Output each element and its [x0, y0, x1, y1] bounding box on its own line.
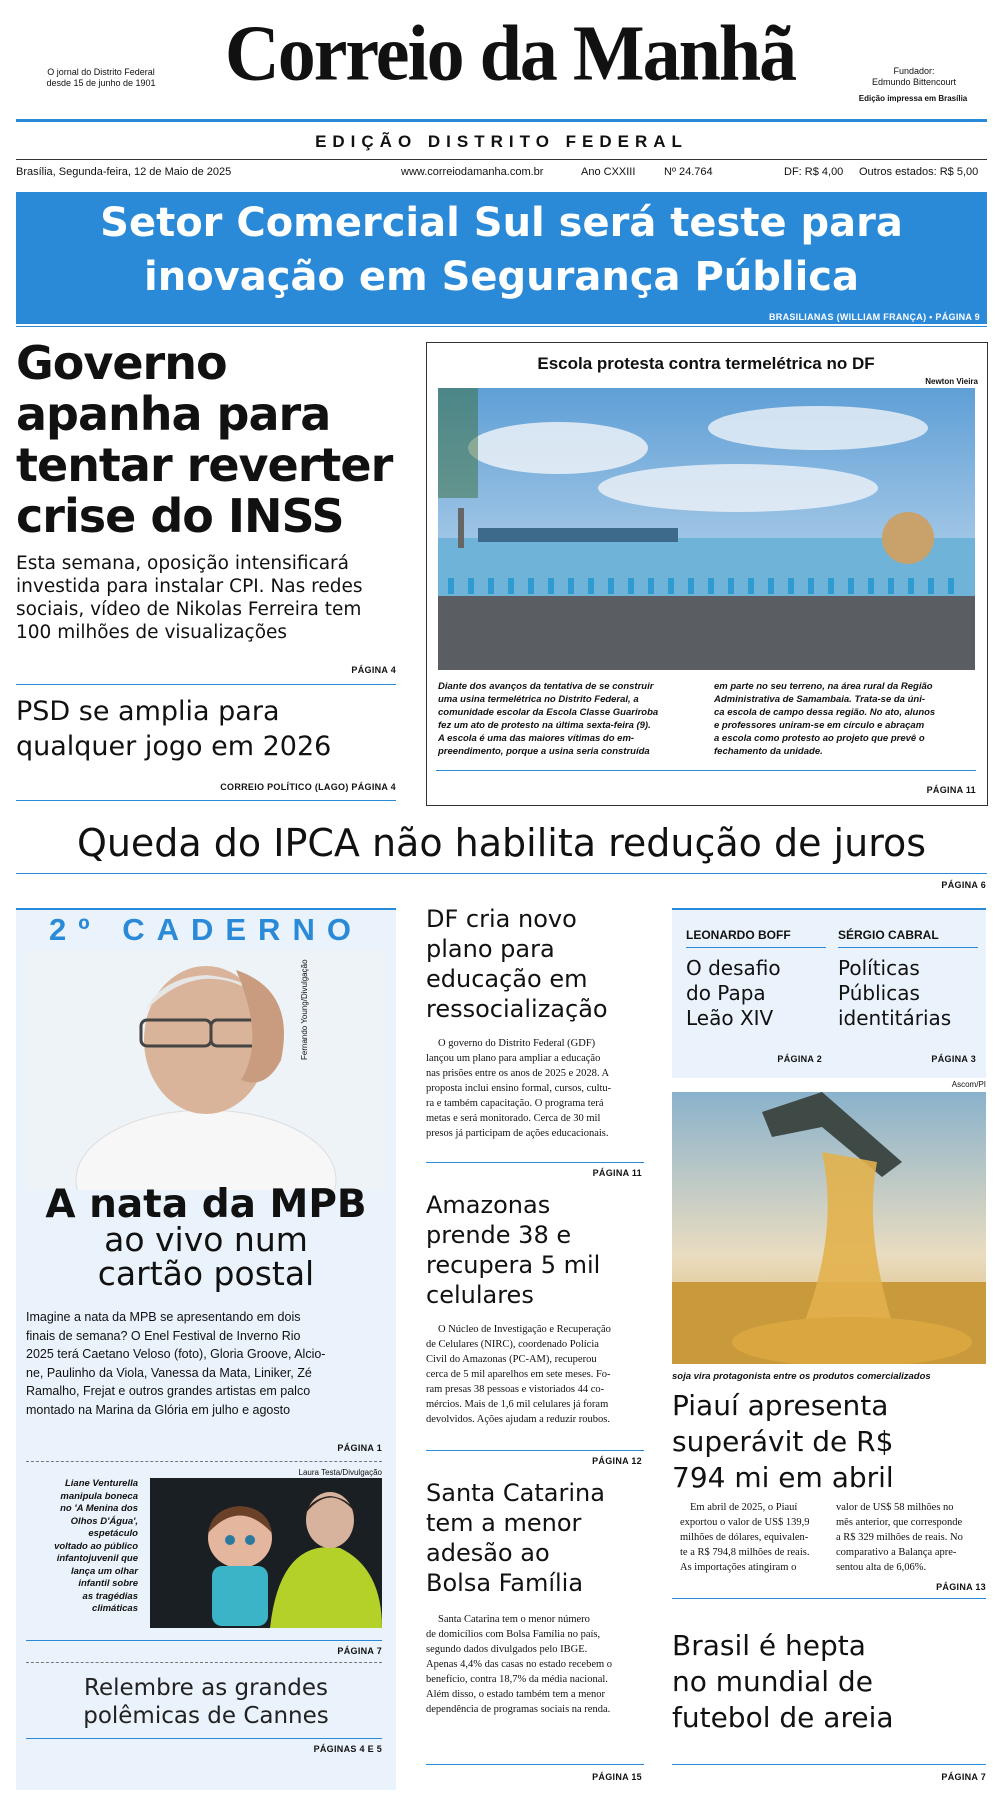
lead-rule [16, 684, 396, 685]
caderno-headline-3: cartão postal [97, 1254, 315, 1293]
columnist-boff-page: PÁGINA 2 [777, 1054, 822, 1064]
banner-block[interactable] [16, 192, 987, 324]
year-label: Ano CXXIII [581, 166, 636, 178]
soy-credit: Ascom/PI [951, 1080, 986, 1089]
edition-label: EDIÇÃO DISTRITO FEDERAL [315, 132, 688, 151]
liane-page: PÁGINA 7 [337, 1646, 382, 1656]
piaui-body-left: Em abril de 2025, o Piauí exportou o valor de US$ 139,9 milhões de dólares, equivalen- te a R$ 794,8 milhões de reais. As importações atingiram o [680, 1502, 810, 1573]
masthead-left-note: O jornal do Distrito Federal desde 15 de junho de 1901 [46, 67, 156, 88]
caderno-rule [16, 908, 396, 910]
caderno-body: Imagine a nata da MPB se apresentando em dois finais de semana? O Enel Festival de Inverno Rio 2025 terá Caetano Veloso (foto), Gloria Groove, Alcio- ne, Paulinho da Viola, Vanessa da Mata, Liniker, Zé Ramalho, Frejat e outros grandes artistas em palco montado na Marina da Glória em julho e agosto [26, 1310, 326, 1417]
caderno-headline-2: ao vivo num [104, 1220, 308, 1259]
santa-catarina-page: PÁGINA 15 [592, 1772, 642, 1782]
amazonas-page: PÁGINA 12 [592, 1456, 642, 1466]
df-education-rule [426, 1162, 644, 1163]
cannes-page: PÁGINAS 4 E 5 [313, 1744, 382, 1754]
santa-catarina-rule [426, 1764, 644, 1765]
amazonas-body: O Núcleo de Investigação e Recuperação de Celulares (NIRC), coordenado Polícia Civil do Amazonas (PC-AM), recuperou cerca de 5 mil aparelhos em sete meses. Fo- ram presas 38 pessoas e vistoriados 44 co- mércios. Mais de 1,6 mil celulares já foram devolvidos. Ações ajudam a reduzir roubos. [426, 1324, 611, 1425]
photo-story-rule [436, 770, 976, 771]
banner-rule [16, 326, 987, 327]
founder-note: Fundador: Edmundo Bittencourt [871, 66, 957, 87]
caderno-label[interactable]: 2º CADERNO [49, 912, 363, 947]
photo-caption-right: em parte no seu terreno, na área rural da Região Administrativa de Samambaia. Trata-se da úni- ca escola de campo dessa região. No ato, alunos e professores uniram-se em círculo e abraçam a escola como protesto ao projeto que prevê o fechamento da unidade. [714, 681, 936, 757]
amazonas-headline[interactable]: Amazonas prende 38 e recupera 5 mil celulares [426, 1191, 601, 1309]
lead-headline[interactable]: Governo apanha para tentar reverter crise do INSS [16, 336, 393, 543]
print-note: Edição impressa em Brasília [858, 94, 968, 103]
brasil-page: PÁGINA 7 [941, 1772, 986, 1782]
piaui-body-right: valor de US$ 58 milhões no mês anterior, que corresponde a R$ 329 milhões de reais. No comparativo a Balança apre- sentou alta de 6,06%. [836, 1502, 963, 1573]
caderno-dash [26, 1461, 382, 1462]
piaui-rule [672, 1598, 986, 1599]
caetano-credit: Fernando Young/Divulgação [300, 959, 309, 1060]
ipca-page: PÁGINA 6 [941, 880, 986, 890]
liane-rule [26, 1640, 382, 1641]
psd-page: CORREIO POLÍTICO (LAGO) PÁGINA 4 [220, 782, 396, 792]
photo-caption-left: Diante dos avanços da tentativa de se construir uma usina termelétrica no Distrito Federal, a comunidade escolar da Escola Classe Guariroba fez um ato de protesto na última sexta-feira (9). A escola é uma das maiores vítimas do em- preendimento, porque a usina seria construída [438, 681, 659, 757]
cannes-headline[interactable]: Relembre as grandes polêmicas de Cannes [83, 1675, 329, 1729]
website-link[interactable]: www.correiodamanha.com.br [401, 166, 544, 178]
brasil-headline[interactable]: Brasil é hepta no mundial de futebol de areia [672, 1629, 894, 1734]
df-education-page: PÁGINA 11 [592, 1168, 642, 1178]
caetano-photo[interactable] [26, 950, 386, 1190]
psd-rule [16, 800, 396, 801]
brasil-rule [672, 1764, 986, 1765]
columnist-cabral-name: SÉRGIO CABRAL [838, 928, 939, 942]
psd-headline[interactable]: PSD se amplia para qualquer jogo em 2026 [16, 696, 332, 762]
photo-story-page: PÁGINA 11 [926, 785, 976, 795]
piaui-headline[interactable]: Piauí apresenta superávit de R$ 794 mi em abril [672, 1389, 894, 1494]
liane-credit: Laura Testa/Divulgação [298, 1468, 382, 1477]
ipca-rule [16, 873, 987, 874]
banner-headline: Setor Comercial Sul será teste para inovação em Segurança Pública [100, 200, 903, 300]
santa-catarina-body: Santa Catarina tem o menor número de domicílios com Bolsa Família no país, segundo dados divulgados pelo IBGE. Apenas 4,4% das casas no estado recebem o benefício, contra 18,7% da média nacional. Além disso, o estado também tem a menor dependência de programas sociais na renda. [426, 1614, 613, 1715]
soy-caption: soja vira protagonista entre os produtos comercializados [672, 1371, 931, 1382]
lead-deck: Esta semana, oposição intensificará investida para instalar CPI. Nas redes sociais, vídeo de Nikolas Ferreira tem 100 milhões de visualizações [16, 553, 363, 643]
edition-rule [16, 159, 987, 160]
dateline [16, 166, 987, 180]
caderno-page: PÁGINA 1 [337, 1443, 382, 1453]
masthead-rule [16, 119, 987, 122]
ipca-headline[interactable]: Queda do IPCA não habilita redução de juros [76, 821, 927, 865]
school-photo[interactable] [438, 388, 975, 670]
banner-section: BRASILIANAS (WILLIAM FRANÇA) • PÁGINA 9 [768, 312, 980, 322]
columnist-cabral-title: Políticas Públicas identitárias [838, 956, 952, 1030]
price-other: Outros estados: R$ 5,00 [859, 166, 979, 178]
columnist-boff-title: O desafio do Papa Leão XIV [686, 956, 781, 1030]
df-education-body: O governo do Distrito Federal (GDF) lançou um plano para ampliar a educação nas prisões entre os anos de 2025 e 2028. A proposta inclui ensino formal, cursos, cultu- ra e também capacitação. O programa terá metas e será monitorado. Cerca de 30 mil presos já participam de ações educacionais. [426, 1038, 612, 1139]
liane-caption: Liane Venturella manipula boneca no 'A Menina dos Olhos D'Água', espetáculo voltado ao público infantojuvenil que lança um olhar infantil sobre as tragédias climáticas [54, 1478, 138, 1614]
cannes-rule [26, 1738, 382, 1739]
soy-harvest-photo[interactable] [672, 1092, 986, 1364]
columnist-boff-name: LEONARDO BOFF [686, 928, 791, 942]
lead-page: PÁGINA 4 [351, 665, 396, 675]
photo-credit: Newton Vieira [925, 377, 978, 386]
photo-story-title[interactable]: Escola protesta contra termelétrica no DF [537, 354, 875, 373]
liane-dash [26, 1662, 382, 1663]
price-df: DF: R$ 4,00 [784, 166, 844, 178]
liane-photo[interactable] [150, 1478, 382, 1628]
amazonas-rule [426, 1450, 644, 1451]
caderno-headline-1[interactable]: A nata da MPB [45, 1182, 367, 1227]
columnists-rule [672, 908, 986, 910]
columnist-boff[interactable] [686, 928, 826, 1031]
columnist-cabral[interactable] [838, 928, 978, 1031]
df-education-headline[interactable]: DF cria novo plano para educação em ressocialização [426, 905, 608, 1023]
newspaper-logo[interactable]: Correio da Manhã [224, 8, 796, 98]
santa-catarina-headline[interactable]: Santa Catarina tem a menor adesão ao Bolsa Família [426, 1479, 605, 1597]
piaui-page: PÁGINA 13 [936, 1582, 986, 1592]
place-date: Brasília, Segunda-feira, 12 de Maio de 2025 [16, 166, 232, 178]
issue-number: Nº 24.764 [664, 166, 713, 178]
columnist-cabral-page: PÁGINA 3 [931, 1054, 976, 1064]
